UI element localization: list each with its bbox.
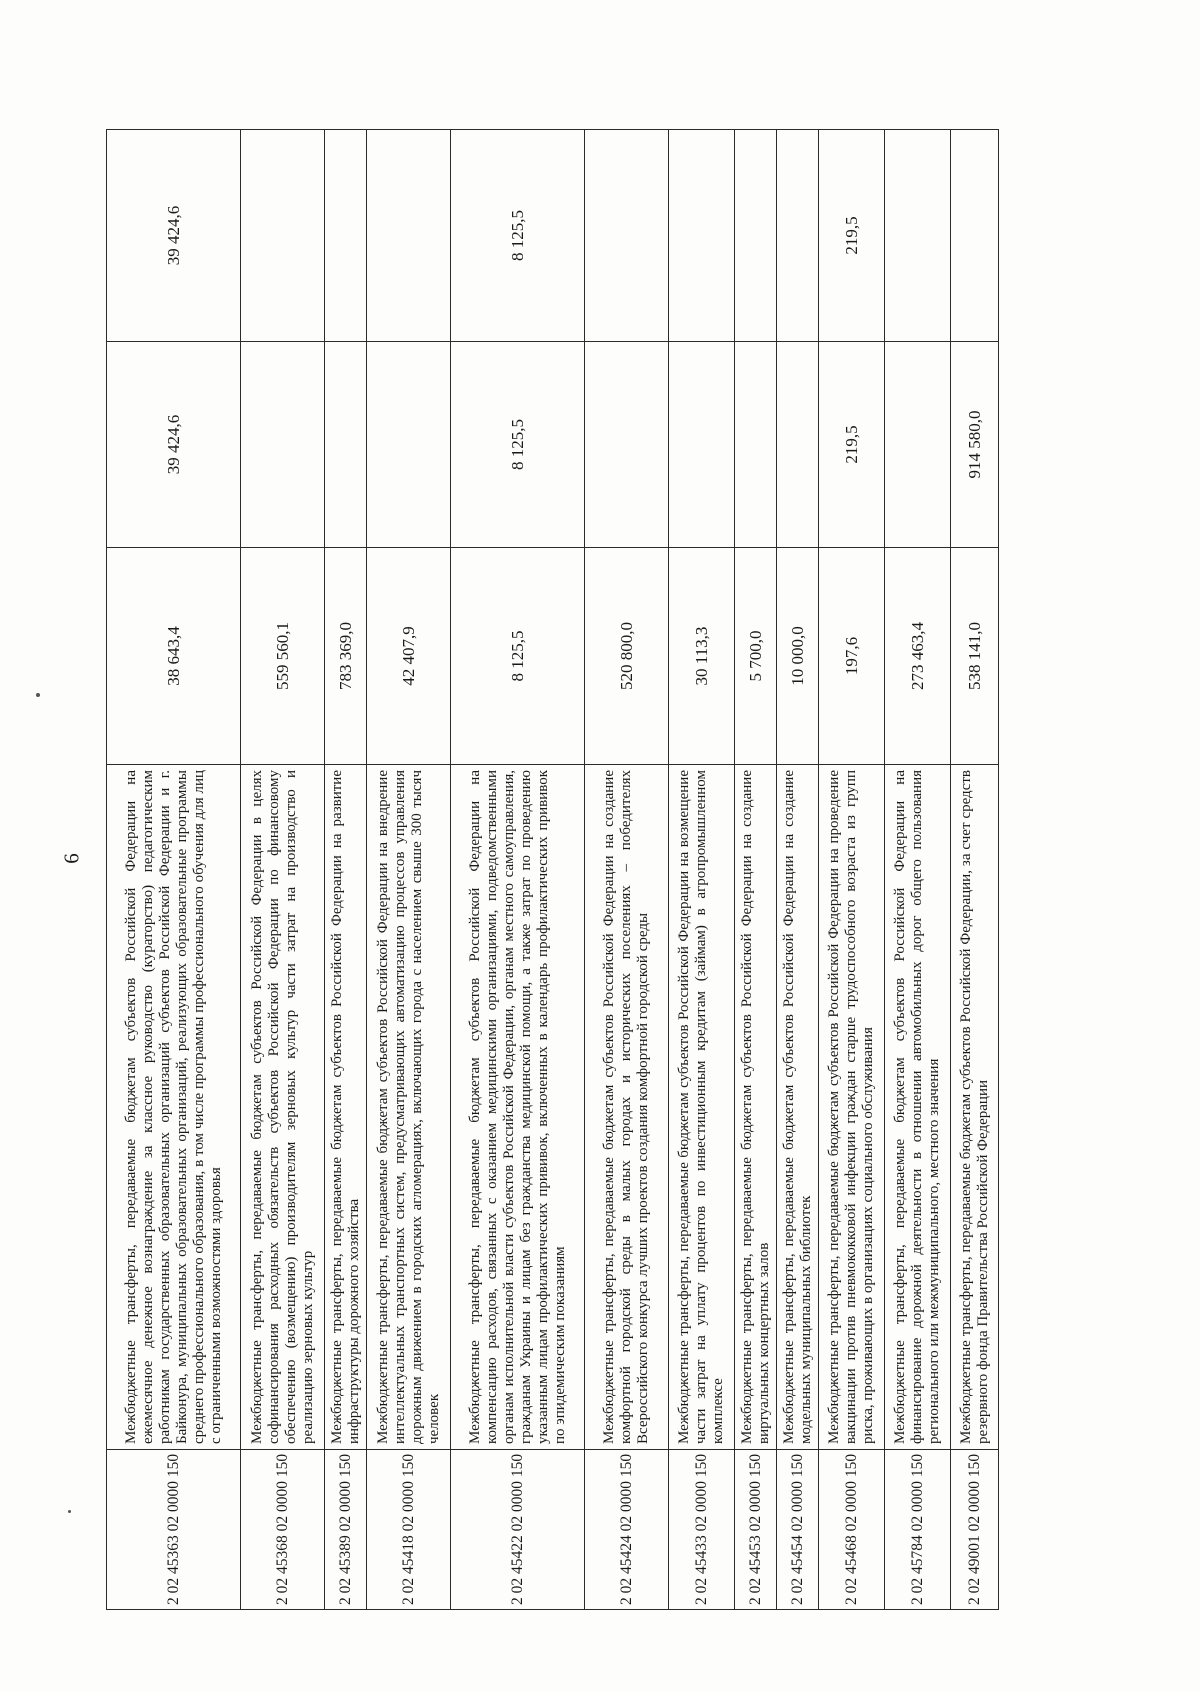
amount-column-3 (951, 130, 999, 342)
budget-code: 2 02 49001 02 0000 150 (951, 1450, 999, 1610)
amount-column-2: 219,5 (819, 342, 885, 548)
amount-column-3 (735, 130, 777, 342)
table-row (735, 130, 777, 1610)
amount-column-1: 538 141,0 (951, 548, 999, 765)
amount-column-2: 914 580,0 (951, 342, 999, 548)
amount-column-1: 783 369,0 (325, 548, 367, 765)
table-row (669, 130, 735, 1610)
amount-column-2 (669, 342, 735, 548)
amount-column-2 (585, 342, 669, 548)
amount-column-1: 273 463,4 (885, 548, 951, 765)
amount-column-3 (367, 130, 451, 342)
transfer-description: Межбюджетные трансферты, передаваемые бюджетам субъектов Российской Федерации на возмещение части затрат на уплату процентов по инвестиционным кредитам (займам) в агропромышленном комплексе (669, 765, 735, 1450)
budget-code: 2 02 45784 02 0000 150 (885, 1450, 951, 1610)
transfer-description: Межбюджетные трансферты, передаваемые бюджетам субъектов Российской Федерации на создание модельных муниципальных библиотек (777, 765, 819, 1450)
table-row (819, 130, 885, 1610)
transfer-description: Межбюджетные трансферты, передаваемые бюджетам субъектов Российской Федерации на создание виртуальных концертных залов (735, 765, 777, 1450)
budget-code: 2 02 45424 02 0000 150 (585, 1450, 669, 1610)
budget-code: 2 02 45418 02 0000 150 (367, 1450, 451, 1610)
amount-column-3 (885, 130, 951, 342)
amount-column-2 (325, 342, 367, 548)
amount-column-2 (735, 342, 777, 548)
table-row (777, 130, 819, 1610)
budget-code: 2 02 45453 02 0000 150 (735, 1450, 777, 1610)
budget-code: 2 02 45454 02 0000 150 (777, 1450, 819, 1610)
budget-code: 2 02 45422 02 0000 150 (451, 1450, 585, 1610)
amount-column-2 (367, 342, 451, 548)
amount-column-1: 5 700,0 (735, 548, 777, 765)
table-row (241, 130, 325, 1610)
table-row (367, 130, 451, 1610)
amount-column-2 (777, 342, 819, 548)
amount-column-2: 39 424,6 (107, 342, 241, 548)
amount-column-3 (325, 130, 367, 342)
budget-code: 2 02 45433 02 0000 150 (669, 1450, 735, 1610)
scan-speck (68, 1510, 71, 1513)
transfer-description: Межбюджетные трансферты, передаваемые бюджетам субъектов Российской Федерации на развитие инфраструктуры дорожного хозяйства (325, 765, 367, 1450)
amount-column-1: 559 560,1 (241, 548, 325, 765)
transfer-description: Межбюджетные трансферты, передаваемые бюджетам субъектов Российской Федерации на внедрение интеллектуальных транспортных систем, предусматривающих автоматизацию процессов управления дорожным движением в городских агломерациях, включающих города с населением свыше 300 тысяч человек (367, 765, 451, 1450)
amount-column-2 (241, 342, 325, 548)
budget-transfers-table (106, 129, 999, 1610)
budget-code: 2 02 45368 02 0000 150 (241, 1450, 325, 1610)
table-row (325, 130, 367, 1610)
transfer-description: Межбюджетные трансферты, передаваемые бюджетам субъектов Российской Федерации на финансирование дорожной деятельности в отношении автомобильных дорог общего пользования регионального или межмуниципального, местного значения (885, 765, 951, 1450)
amount-column-1: 10 000,0 (777, 548, 819, 765)
budget-code: 2 02 45468 02 0000 150 (819, 1450, 885, 1610)
table-row (107, 130, 241, 1610)
table-row (951, 130, 999, 1610)
amount-column-2 (885, 342, 951, 548)
amount-column-3 (777, 130, 819, 342)
amount-column-1: 38 643,4 (107, 548, 241, 765)
amount-column-3: 39 424,6 (107, 130, 241, 342)
amount-column-1: 197,6 (819, 548, 885, 765)
budget-code: 2 02 45363 02 0000 150 (107, 1450, 241, 1610)
transfer-description: Межбюджетные трансферты, передаваемые бюджетам субъектов Российской Федерации на компенсацию расходов, связанных с оказанием медицинскими организациями, подведомственными органам исполнительной власти субъектов Российской Федерации, органам местного самоуправления, гражданам Украины и лицам без гражданства медицинской помощи, а также затрат по проведению указанным лицам профилактических прививок, включенных в календарь профилактических прививок по эпидемическим показаниям (451, 765, 585, 1450)
page-number: 6 (59, 853, 84, 864)
scan-speck (36, 693, 40, 697)
transfer-description: Межбюджетные трансферты, передаваемые бюджетам субъектов Российской Федерации в целях софинансирования расходных обязательств субъектов Российской Федерации по финансовому обеспечению (возмещению) производителям зерновых культур части затрат на производство и реализацию зерновых культур (241, 765, 325, 1450)
budget-code: 2 02 45389 02 0000 150 (325, 1450, 367, 1610)
amount-column-1: 8 125,5 (451, 548, 585, 765)
amount-column-3: 219,5 (819, 130, 885, 342)
transfer-description: Межбюджетные трансферты, передаваемые бюджетам субъектов Российской Федерации на проведение вакцинации против пневмококковой инфекции граждан старше трудоспособного возраста из групп риска, проживающих в организациях социального обслуживания (819, 765, 885, 1450)
amount-column-3: 8 125,5 (451, 130, 585, 342)
amount-column-2: 8 125,5 (451, 342, 585, 548)
amount-column-1: 42 407,9 (367, 548, 451, 765)
table-row (885, 130, 951, 1610)
amount-column-1: 520 800,0 (585, 548, 669, 765)
amount-column-3 (585, 130, 669, 342)
table-body (107, 130, 999, 1610)
transfer-description: Межбюджетные трансферты, передаваемые бюджетам субъектов Российской Федерации на создание комфортной городской среды в малых городах и исторических поселениях – победителях Всероссийского конкурса лучших проектов создания комфортной городской среды (585, 765, 669, 1450)
table-row (585, 130, 669, 1610)
transfer-description: Межбюджетные трансферты, передаваемые бюджетам субъектов Российской Федерации на ежемесячное денежное вознаграждение за классное руководство (кураторство) педагогическим работникам государственных образовательных организаций субъектов Российской Федерации и г. Байконура, муниципальных образовательных организаций, реализующих образовательные программы среднего профессионального образования, в том числе программы профессионального обучения для лиц с ограниченными возможностями здоровья (107, 765, 241, 1450)
amount-column-3 (241, 130, 325, 342)
amount-column-1: 30 113,3 (669, 548, 735, 765)
table-row (451, 130, 585, 1610)
amount-column-3 (669, 130, 735, 342)
rotated-table-container (106, 130, 1106, 1610)
transfer-description: Межбюджетные трансферты, передаваемые бюджетам субъектов Российской Федерации, за счет средств резервного фонда Правительства Российской Федерации (951, 765, 999, 1450)
